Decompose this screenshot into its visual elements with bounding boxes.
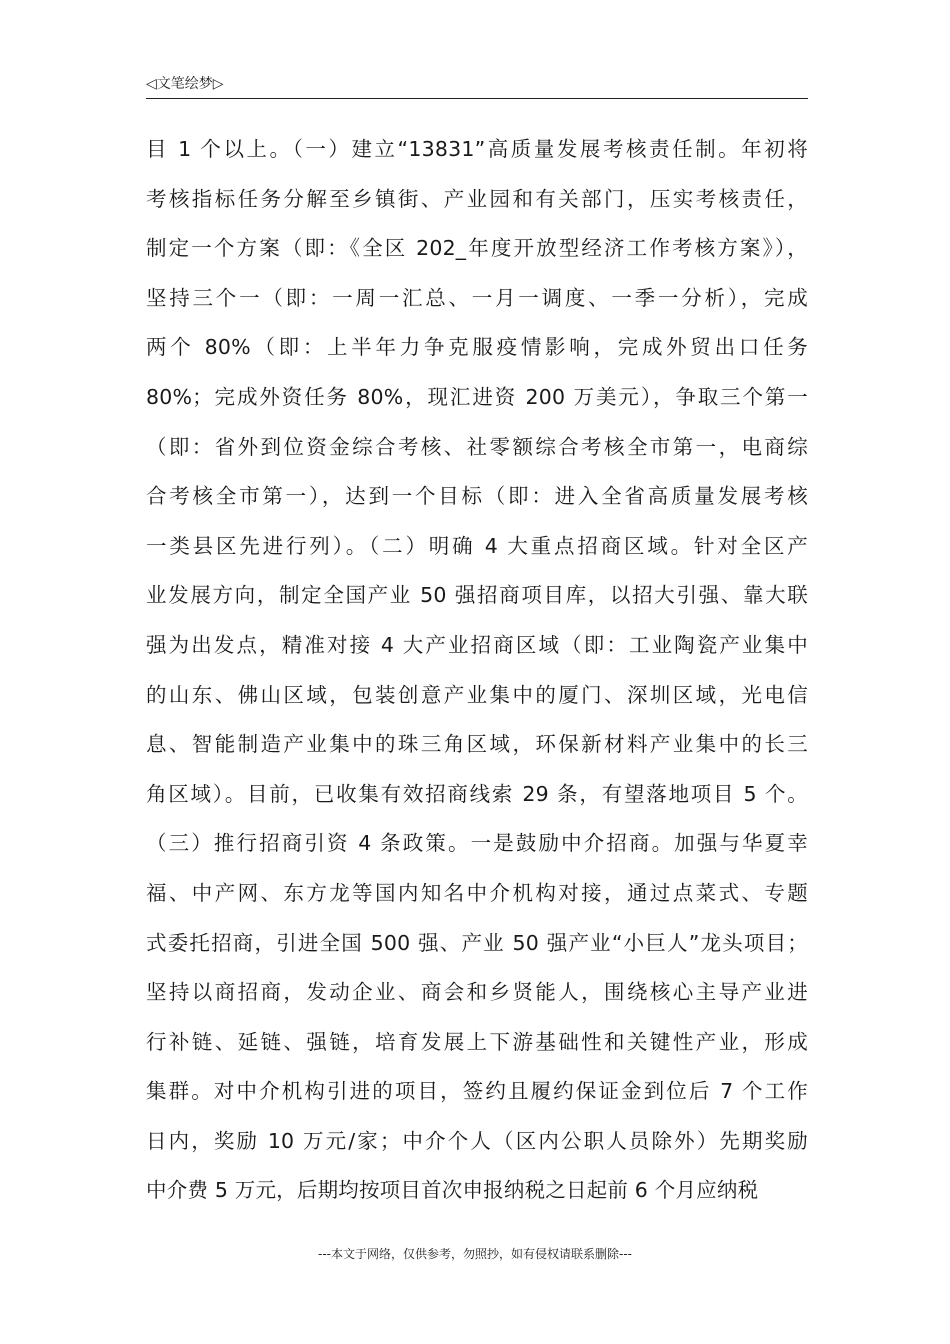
body-line: 中介费 5 万元，后期均按项目首次申报纳税之日起前 6 个月应纳税 [146, 1178, 759, 1203]
body-line: 息、智能制造产业集中的珠三角区域，环保新材料产业集中的长三 [146, 732, 808, 757]
body-line: 福、中产网、东方龙等国内知名中介机构对接，通过点菜式、专题 [146, 880, 808, 905]
body-line: 集群。对中介机构引进的项目，签约且履约保证金到位后 7 个工作 [146, 1079, 808, 1104]
header-title: ◁文笔绘梦▷ [146, 76, 224, 92]
body-line: 式委托招商，引进全国 500 强、产业 50 强产业“小巨人”龙头项目； [146, 930, 808, 955]
body-line: 角区域）。目前，已收集有效招商线索 29 条，有望落地项目 5 个。 [146, 781, 808, 806]
body-line: 坚持以商招商，发动企业、商会和乡贤能人，围绕核心主导产业进 [146, 980, 808, 1005]
body-line: 行补链、延链、强链，培育发展上下游基础性和关键性产业，形成 [146, 1029, 808, 1054]
body-line: 强为出发点，精准对接 4 大产业招商区域（即：工业陶瓷产业集中 [146, 632, 808, 657]
body-line: 80%；完成外资任务 80%，现汇进资 200 万美元），争取三个第一 [146, 384, 808, 409]
body-line: （三）推行招商引资 4 条政策。一是鼓励中介招商。加强与华夏幸 [146, 831, 808, 856]
body-line: 坚持三个一（即：一周一汇总、一月一调度、一季一分析），完成 [146, 285, 808, 310]
body-line: 的山东、佛山区域，包装创意产业集中的厦门、深圳区域，光电信 [146, 682, 808, 707]
page-footer: ---本文于网络，仅供参考，勿照抄，如有侵权请联系删除--- [318, 1247, 632, 1261]
body-line: 合考核全市第一），达到一个目标（即：进入全省高质量发展考核 [146, 484, 808, 509]
body-line: （即：省外到位资金综合考核、社零额综合考核全市第一，电商综 [146, 434, 808, 459]
body-line: 制定一个方案（即：《全区 202_年度开放型经济工作考核方案》）， [146, 236, 808, 261]
body-line: 一类县区先进行列）。（二）明确 4 大重点招商区域。针对全区产 [146, 533, 808, 558]
page-header [146, 74, 808, 99]
body-line: 两个 80%（即：上半年力争克服疫情影响，完成外贸出口任务 [146, 335, 808, 360]
body-line: 日内，奖励 10 万元/家；中介个人（区内公职人员除外）先期奖励 [146, 1128, 808, 1153]
body-line: 考核指标任务分解至乡镇街、产业园和有关部门，压实考核责任， [146, 186, 808, 211]
body-line: 目 1 个以上。（一）建立“13831”高质量发展考核责任制。年初将 [146, 137, 808, 161]
body-line: 业发展方向，制定全国产业 50 强招商项目库，以招大引强、靠大联 [146, 583, 808, 608]
document-body [146, 125, 808, 1216]
